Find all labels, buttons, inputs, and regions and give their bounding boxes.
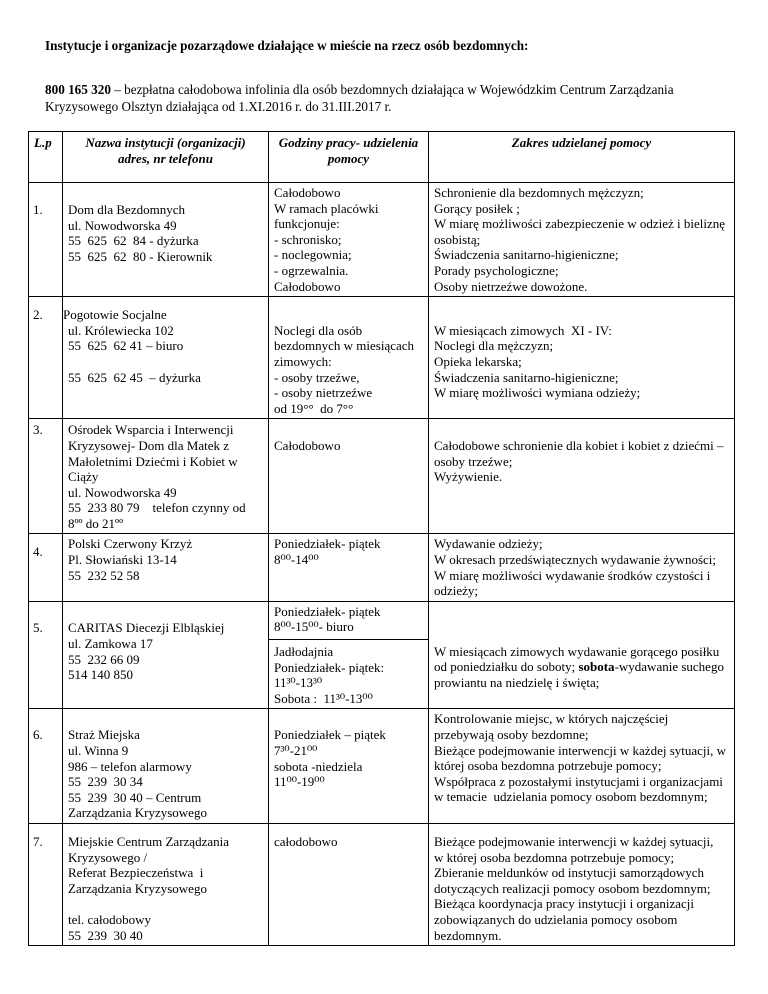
header-hours: Godziny pracy- udzielenia pomocy: [269, 132, 429, 183]
table-header-row: [29, 132, 735, 183]
table-row: [29, 601, 735, 709]
institution-name: Polski Czerwony Krzyż: [68, 536, 193, 552]
institution-phone: [68, 896, 263, 912]
hours-cell: [269, 419, 429, 534]
scope-cell: [429, 823, 735, 945]
scope-line: Bieżąca koordynacja pracy instytucji i organizacji zobowiązanych do udzielania pomocy osobom bezdomnym.: [434, 896, 698, 943]
institution-phone: 55 625 62 80 - Kierownik: [68, 248, 213, 264]
institution-address: ul. Nowodworska 49: [68, 217, 177, 233]
scope-line: Kontrolowanie miejsc, w których najczęściej przebywają osoby bezdomne;: [434, 711, 672, 742]
table-row: [29, 709, 735, 824]
row-number: 3.: [29, 419, 63, 534]
hours-line: - osoby trzeźwe,: [274, 369, 360, 385]
row-number: 1.: [29, 183, 63, 297]
page-title: Instytucje i organizacje pozarządowe działające w mieście na rzecz osób bezdomnych:: [45, 38, 529, 53]
institutions-table: [28, 131, 735, 946]
hours-line: Jadłodajnia: [274, 644, 334, 660]
hours-line: W ramach placówki funkcjonuje:: [274, 200, 382, 232]
scope-line: Opieka lekarska;: [434, 353, 522, 369]
institution-phone: tel. całodobowy: [68, 911, 152, 927]
scope-bold: sobota: [578, 659, 615, 675]
hours-cell: [269, 297, 429, 419]
hours-line: 11³⁰-13³⁰: [274, 675, 323, 691]
row-number: 6.: [29, 709, 63, 824]
institution-phone: 55 625 62 45 – dyżurka: [68, 369, 201, 385]
hours-cell: [269, 709, 429, 824]
institution-name: CARITAS Diecezji Elbląskiej: [68, 620, 225, 636]
institution-cell: [63, 419, 269, 534]
institution-address: Pl. Słowiański 13-14: [68, 552, 177, 568]
institution-phone: 55 232 52 58: [68, 567, 140, 583]
scope-line: [434, 422, 729, 438]
scope-line: W miarę możliwości wydawanie środków czystości i odzieży;: [434, 567, 714, 599]
hours-line: od 19°° do 7°°: [274, 400, 354, 416]
table-row: [29, 823, 735, 945]
scope-cell: [429, 183, 735, 297]
institution-name: Referat Bezpieczeństwa i Zarządzania Kryzysowego: [68, 865, 207, 896]
institution-cell: [63, 709, 269, 824]
scope-text: W miesiącach zimowych wydawanie gorącego posiłku od poniedziałku do soboty;: [434, 643, 720, 675]
scope-line: Schronienie dla bezdomnych mężczyzn;: [434, 185, 644, 200]
hours-line: Całodobowo: [274, 185, 341, 200]
hours-line: Całodobowo: [274, 278, 341, 294]
institution-phone: 55 233 80 79 telefon czynny od 8ºº do 21ºº: [68, 500, 249, 531]
hours-line: Poniedziałek- piątek:: [274, 659, 385, 675]
hours-line: Noclegi dla osób bezdomnych w miesiącach zimowych:: [274, 322, 418, 369]
scope-line: Świadczenia sanitarno-higieniczne;: [434, 369, 619, 385]
scope-text: -wydawanie suchego prowiantu na niedzielę i święta;: [434, 659, 724, 691]
hotline-number: 800 165 320: [45, 82, 111, 97]
hours-line: sobota -niedziela: [274, 758, 363, 774]
hours-line: - schronisko;: [274, 231, 342, 247]
scope-line: Wyżywienie.: [434, 469, 503, 485]
header-name: Nazwa instytucji (organizacji) adres, nr telefonu: [63, 132, 269, 183]
row-number: 7.: [29, 823, 63, 945]
institution-address: ul. Królewiecka 102: [68, 322, 174, 338]
institution-cell: [63, 823, 269, 945]
institution-phone: 55 625 62 84 - dyżurka: [68, 233, 199, 249]
hours-line: - osoby nietrzeźwe: [274, 385, 373, 401]
institution-phone: 55 625 62 41 – biuro: [68, 338, 184, 354]
scope-line: Osoby nietrzeźwe dowożone.: [434, 278, 588, 294]
scope-cell: [429, 297, 735, 419]
institution-name: [68, 605, 263, 621]
scope-line: Wydawanie odzieży;: [434, 536, 543, 552]
hours-line: 11⁰⁰-19⁰⁰: [274, 774, 325, 790]
hours-line: Poniedziałek- piątek: [274, 603, 381, 619]
hotline-description: – bezpłatna całodobowa infolinia dla osób bezdomnych działająca w Wojewódzkim Centrum Zarządzania Kryzysowego Olsztyn działająca od 1.XI.2016 r. do 31.III.2017 r.: [45, 82, 674, 114]
institution-phone: 986 – telefon alarmowy: [68, 758, 192, 774]
institution-phone: 55 239 30 40 – Centrum Zarządzania Kryzysowego: [68, 789, 207, 821]
hours-cell: [269, 823, 429, 945]
institution-phone: [63, 354, 263, 370]
scope-line: Bieżące podejmowanie interwencji w każdej sytuacji, w której osoba bezdomna potrzebuje pomocy;: [434, 742, 730, 774]
hours-line: Poniedziałek – piątek: [274, 727, 386, 743]
hours-line: całodobowo: [274, 833, 338, 849]
institution-cell: [63, 601, 269, 709]
hotline-info: [45, 81, 735, 115]
header-lp: L.p: [29, 132, 63, 183]
scope-line: Świadczenia sanitarno-higieniczne;: [434, 247, 619, 263]
hours-line: - ogrzewalnia.: [274, 262, 349, 278]
table-row: [29, 183, 735, 297]
hours-line: Sobota : 11³⁰-13⁰⁰: [274, 690, 373, 706]
row-number: 2.: [29, 297, 63, 419]
hours-canteen-block: [269, 640, 428, 708]
institution-phone: 55 239 30 34: [68, 774, 143, 790]
institution-phone: 55 232 66 09: [68, 651, 140, 667]
table-row: [29, 534, 735, 601]
institution-cell: [63, 534, 269, 601]
hours-line: 8⁰⁰-14⁰⁰: [274, 552, 319, 568]
institution-name: Pogotowie Socjalne: [63, 307, 167, 323]
scope-line: Współpraca z pozostałymi instytucjami i organizacjami w temacie udzielania pomocy osobom bezdomnym;: [434, 773, 727, 805]
table-row: [29, 297, 735, 419]
hours-office-block: [269, 602, 428, 640]
hours-cell: [269, 601, 429, 709]
institution-cell: [63, 297, 269, 419]
row-number: 4.: [29, 534, 63, 601]
table-row: [29, 419, 735, 534]
hours-cell: [269, 534, 429, 601]
scope-line: Gorący posiłek ;: [434, 200, 520, 216]
scope-line: Zbieranie meldunków od instytucji samorządowych dotyczących realizacji pomocy osobom bezdomnym;: [434, 865, 711, 896]
scope-line: Noclegi dla mężczyzn;: [434, 338, 554, 354]
institution-address: ul. Zamkowa 17: [68, 636, 153, 652]
institution-name: Dom dla Bezdomnych: [68, 202, 185, 217]
scope-line: Porady psychologiczne;: [434, 262, 559, 278]
scope-line: W miarę możliwości wymiana odzieży;: [434, 385, 641, 401]
scope-cell: [429, 709, 735, 824]
hours-line: 7³⁰-21⁰⁰: [274, 743, 318, 758]
institution-address: ul. Winna 9: [68, 743, 129, 758]
scope-line: Całodobowe schronienie dla kobiet i kobiet z dziećmi – osoby trzeźwe;: [434, 437, 727, 469]
institution-name: Miejskie Centrum Zarządzania Kryzysowego /: [68, 833, 233, 865]
hours-cell: [269, 183, 429, 297]
institution-phone: 514 140 850: [68, 667, 133, 683]
hours-line: [274, 307, 423, 323]
institution-name: Ośrodek Wsparcia i Interwencji Kryzysowej- Dom dla Matek z Małoletnimi Dziećmi i Kobiet w Ciąży: [68, 422, 241, 485]
hours-line: [274, 422, 423, 438]
hours-line: 8⁰⁰-15⁰⁰- biuro: [274, 619, 354, 635]
institution-phone: 55 239 30 40: [68, 927, 143, 943]
institution-cell: [63, 183, 269, 297]
institution-address: ul. Nowodworska 49: [68, 484, 177, 500]
scope-cell: [429, 534, 735, 601]
hours-line: Poniedziałek- piątek: [274, 536, 381, 552]
hours-line: - noclegownia;: [274, 247, 352, 263]
scope-line: Bieżące podejmowanie interwencji w każdej sytuacji, w której osoba bezdomna potrzebuje pomocy;: [434, 833, 720, 865]
scope-cell: [429, 419, 735, 534]
scope-line: W okresach przedświątecznych wydawanie żywności;: [434, 552, 717, 568]
header-scope: Zakres udzielanej pomocy: [429, 132, 735, 183]
scope-line: W miarę możliwości zabezpieczenie w odzież i bieliznę osobistą;: [434, 216, 729, 247]
scope-cell: [429, 601, 735, 709]
scope-line: [434, 307, 729, 323]
scope-line: W miesiącach zimowych XI - IV:: [434, 322, 612, 338]
institution-name: Straż Miejska: [68, 727, 140, 743]
hours-line: Całodobowo: [274, 437, 341, 453]
row-number: 5.: [29, 601, 63, 709]
